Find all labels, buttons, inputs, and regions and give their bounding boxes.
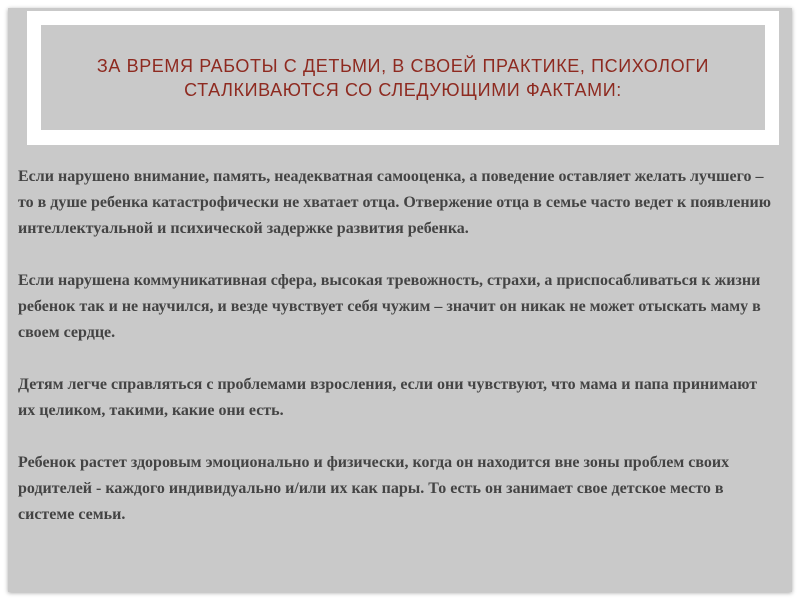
paragraph-acceptance: Детям легче справляться с проблемами взросления, если они чувствуют, что мама и папа принимают их целиком, такими, какие они есть.: [18, 376, 758, 419]
paragraph-father: Если нарушено внимание, память, неадекватная самооценка, а поведение оставляет желать лучшего – то в душе ребенка катастрофически не хватает отца. Отвержение отца в семье часто ведет к появлению интеллектуальной и психической задержке развития ребенка.: [18, 168, 771, 237]
slide-body: [18, 164, 778, 554]
paragraph-mother: Если нарушена коммуникативная сфера, высокая тревожность, страхи, а приспосабливаться к жизни ребенок так и не научился, и везде чувствует себя чужим – значит он никак не может отыскать маму в своем сердце.: [18, 272, 761, 341]
slide-title: ЗА ВРЕМЯ РАБОТЫ С ДЕТЬМИ, В СВОЕЙ ПРАКТИКЕ, ПСИХОЛОГИ СТАЛКИВАЮТСЯ СО СЛЕДУЮЩИМИ ФАКТАМИ:: [96, 55, 710, 100]
paragraph-family-system: Ребенок растет здоровым эмоционально и физически, когда он находится вне зоны проблем своих родителей - каждого индивидуально и/или их как пары. То есть он занимает свое детское место в системе семьи.: [18, 454, 730, 523]
title-panel: [27, 11, 779, 145]
slide: [8, 8, 792, 592]
title-area: [41, 25, 765, 130]
